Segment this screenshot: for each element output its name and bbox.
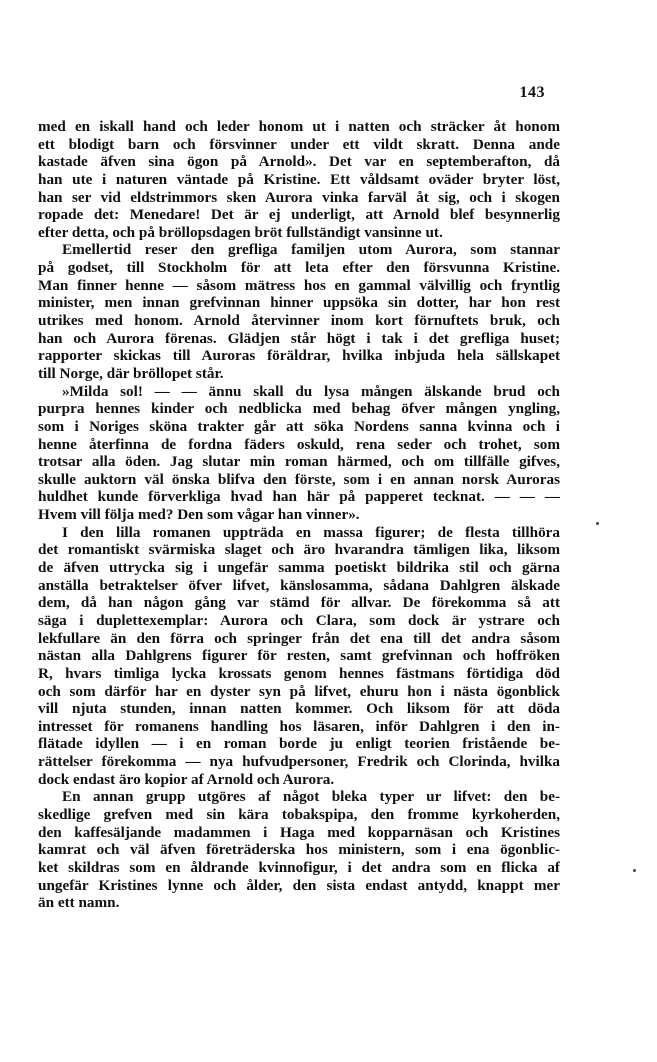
text-line: intresset för romanens handling hos läsaren, inför Dahlgren i den in- xyxy=(38,717,560,735)
text-line: ett blodigt barn och försvinner under ett vildt skratt. Denna ande xyxy=(38,135,560,153)
text-line: anställa betraktelser öfver lifvet, känslosamma, sådana Dahlgren älskade xyxy=(38,576,560,594)
text-line: och som därför har en dyster syn på lifvet, ehuru hon i nästa ögonblick xyxy=(38,682,560,700)
text-line: kamrat och väl äfven företräderska hos ministern, som i ena ögonblic- xyxy=(38,841,560,859)
text-line: säga i duplettexemplar: Aurora och Clara, som dock är ystrare och xyxy=(38,611,560,629)
text-line: skedlige grefven med sin kära tobakspipa, den fromme kyrkoherden, xyxy=(38,805,560,823)
text-line: henne återfinna de fordna fäders oskuld, rena seder och trohet, som xyxy=(38,435,560,453)
text-line: den kaffesäljande madammen i Haga med kopparnäsan och Kristines xyxy=(38,823,560,841)
text-line: dem, då han någon gång var stämd för allvar. De förekomma så att xyxy=(38,594,560,612)
paper-speck xyxy=(596,522,599,525)
text-line: trotsar alla öden. Jag slutar min roman härmed, och om tillfälle gifves, xyxy=(38,453,560,471)
text-line: de äfven uttrycka sig i ungefär samma poetiskt bildrika stil och gärna xyxy=(38,559,560,577)
text-line: på godset, till Stockholm för att leta efter den försvunna Kristine. xyxy=(38,259,560,277)
text-line: kastade äfven sina ögon på Arnold». Det var en septemberafton, då xyxy=(38,153,560,171)
text-line: dock endast äro kopior af Arnold och Aurora. xyxy=(38,770,335,788)
text-line: flätade idyllen — i en roman borde ju enligt teorien fristående be- xyxy=(38,735,560,753)
text-line: I den lilla romanen uppträda en massa figurer; de flesta tillhöra xyxy=(62,523,560,541)
text-line: som i Noriges sköna trakter går att söka Nordens sanna kvinna och i xyxy=(38,417,560,435)
text-line: Man finner henne — såsom mätress hos en gammal välvillig och fryntlig xyxy=(38,276,560,294)
text-line: han ute i naturen väntade på Kristine. Ett våldsamt oväder bryter löst, xyxy=(38,170,560,188)
text-line: lekfullare än den förra och springer från det ena till det andra såsom xyxy=(38,629,560,647)
text-line: rapporter skickas till Auroras föräldrar, hvilka inbjuda hela sällskapet xyxy=(38,347,560,365)
body-text xyxy=(38,118,560,912)
text-line: utrikes med honom. Arnold återvinner inom kort förnuftets bruk, och xyxy=(38,312,560,330)
paper-speck xyxy=(633,869,636,872)
text-line: minister, men innan grefvinnan hinner uppsöka sin dotter, har hon rest xyxy=(38,294,560,312)
text-line: R, hvars timliga lycka krossats genom hennes fästmans förtidiga död xyxy=(38,664,560,682)
text-line: han och Aurora förenas. Glädjen står högt i tak i det grefliga huset; xyxy=(38,329,560,347)
text-line: huldhet kunde förverkliga hvad han här på papperet tecknat. — — — xyxy=(38,488,560,506)
text-line: rättelser förekomma — nya hufvudpersoner, Fredrik och Clorinda, hvilka xyxy=(38,753,560,771)
text-line: efter detta, och på bröllopsdagen bröt fullständigt vansinne ut. xyxy=(38,223,443,241)
text-line: purpra hennes kinder och nedblicka med behag öfver mången yngling, xyxy=(38,400,560,418)
text-line: till Norge, där bröllopet står. xyxy=(38,364,224,382)
text-line: vill njuta stunden, innan natten kommer. Och liksom för att döda xyxy=(38,700,560,718)
text-line: nästan alla Dahlgrens figurer för resten, samt grefvinnan och hoffröken xyxy=(38,647,560,665)
text-line: ket skildras som en åldrande kvinnofigur, i det andra som en flicka af xyxy=(38,858,560,876)
page-number: 143 xyxy=(519,84,545,101)
text-line: ungefär Kristines lynne och ålder, den sista endast antydd, knappt mer xyxy=(38,876,560,894)
text-line: »Milda sol! — — ännu skall du lysa mången älskande brud och xyxy=(62,382,560,400)
text-line: än ett namn. xyxy=(38,894,120,912)
text-line: En annan grupp utgöres af något bleka typer ur lifvet: den be- xyxy=(62,788,560,806)
text-line: han ser vid eldstrimmors sken Aurora vinka farväl åt sig, och i skogen xyxy=(38,188,560,206)
text-line: ropade det: Menedare! Det är ej underligt, att Arnold blef besynnerlig xyxy=(38,206,560,224)
text-line: skulle auktorn väl önska blifva den förste, som i en annan norsk Auroras xyxy=(38,470,560,488)
text-line: Emellertid reser den grefliga familjen utom Aurora, som stannar xyxy=(62,241,560,259)
text-line: med en iskall hand och leder honom ut i natten och sträcker åt honom xyxy=(38,118,560,135)
text-line: det romantiskt svärmiska slaget och äro hvarandra tämligen lika, liksom xyxy=(38,541,560,559)
text-line: Hvem vill följa med? Den som vågar han vinner». xyxy=(38,506,360,524)
